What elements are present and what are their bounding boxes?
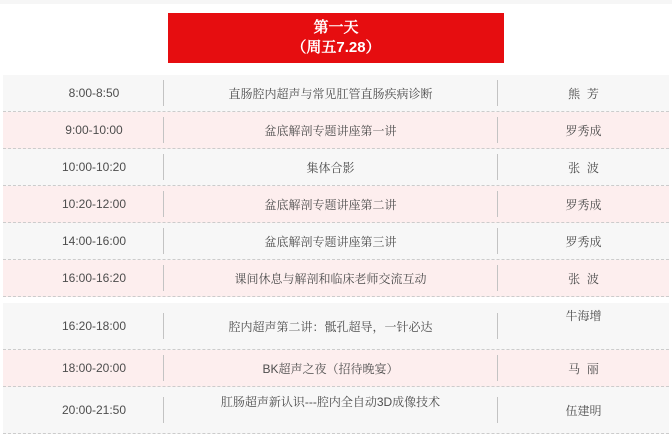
session-time: 18:00-20:00 xyxy=(61,361,127,375)
schedule-row xyxy=(3,387,669,434)
session-title: 盆底解剖专题讲座第二讲 xyxy=(264,197,397,212)
session-speaker: 罗秀成 xyxy=(565,123,602,138)
session-title: 集体合影 xyxy=(306,160,355,175)
schedule-row xyxy=(3,149,669,186)
session-title: 课间休息与解剖和临床老师交流互动 xyxy=(234,271,427,286)
session-title: 盆底解剖专题讲座第三讲 xyxy=(264,234,397,249)
schedule-table xyxy=(3,75,669,434)
session-title: 腔内超声第二讲：骶孔超导，一针必达 xyxy=(228,319,433,334)
session-title: BK超声之夜（招待晚宴） xyxy=(262,361,399,376)
session-speaker: 熊 芳 xyxy=(568,86,599,101)
session-time: 20:00-21:50 xyxy=(61,403,127,417)
session-time: 9:00-10:00 xyxy=(65,123,123,137)
schedule-row xyxy=(3,350,669,387)
session-speaker: 张 波 xyxy=(568,160,599,175)
session-time: 16:20-18:00 xyxy=(61,319,127,333)
day-banner xyxy=(168,13,504,63)
session-time: 16:00-16:20 xyxy=(61,271,127,285)
schedule-row xyxy=(3,112,669,149)
session-speaker: 马 丽 xyxy=(568,361,599,376)
top-divider-strip xyxy=(0,0,672,4)
schedule-row xyxy=(3,186,669,223)
session-speaker: 牛海增 xyxy=(565,308,602,323)
session-title: 直肠腔内超声与常见肛管直肠疾病诊断 xyxy=(228,86,433,101)
session-time: 10:00-10:20 xyxy=(61,160,127,174)
schedule-row xyxy=(3,260,669,297)
session-speaker: 伍建明 xyxy=(565,403,602,418)
session-speaker: 罗秀成 xyxy=(565,197,602,212)
session-time: 14:00-16:00 xyxy=(61,234,127,248)
session-time: 8:00-8:50 xyxy=(68,86,120,100)
session-speaker: 张 波 xyxy=(568,271,599,286)
schedule-row xyxy=(3,223,669,260)
day-banner-line2: （周五7.28） xyxy=(291,39,381,56)
schedule-row xyxy=(3,303,669,350)
session-speaker: 罗秀成 xyxy=(565,234,602,249)
session-time: 10:20-12:00 xyxy=(61,197,127,211)
session-title: 肛肠超声新认识---腔内全自动3D成像技术 xyxy=(220,394,441,409)
schedule-row xyxy=(3,75,669,112)
session-title: 盆底解剖专题讲座第一讲 xyxy=(264,123,397,138)
day-banner-line1: 第一天 xyxy=(313,19,359,37)
